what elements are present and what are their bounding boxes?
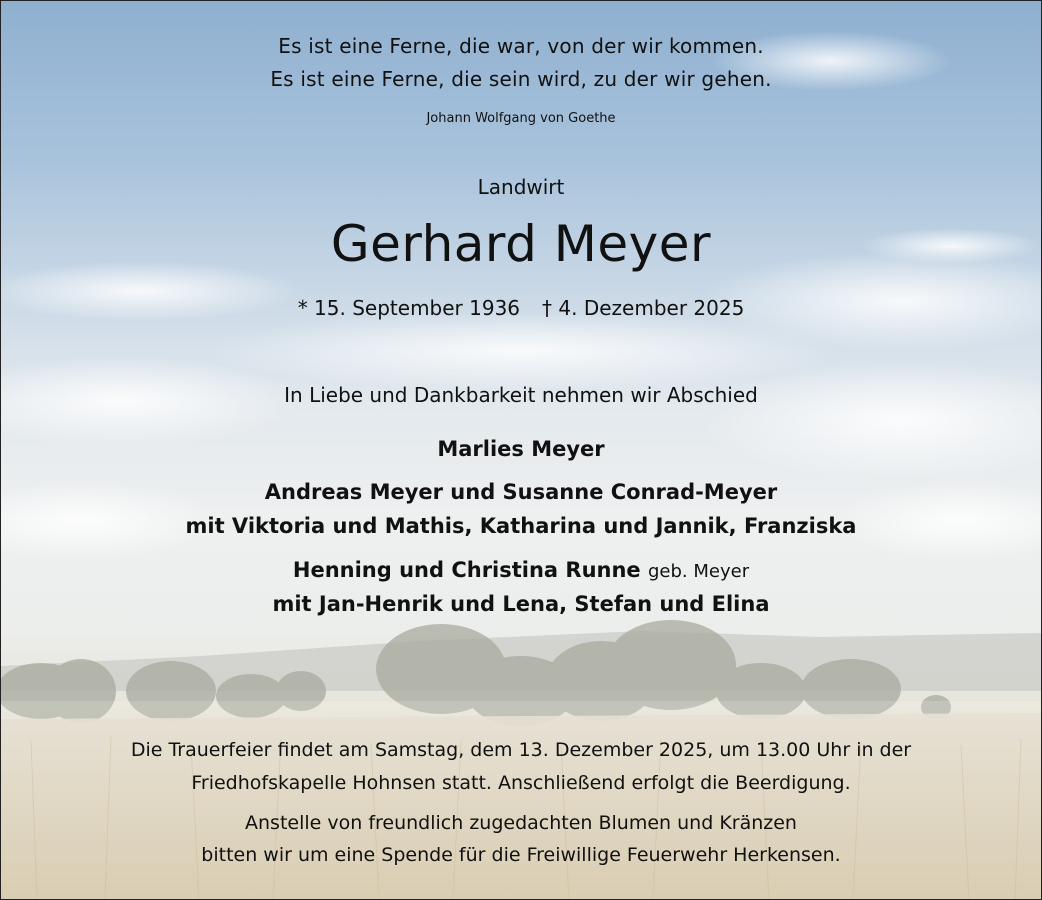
family-spouse: Marlies Meyer [437,437,605,461]
family-group-2-maiden-name: geb. Meyer [648,561,750,582]
death-date: † 4. Dezember 2025 [542,296,745,320]
farewell-text: In Liebe und Dankbarkeit nehmen wir Abschied [284,383,758,407]
family-group-2-couple: Henning und Christina Runne [292,558,641,582]
deceased-name: Gerhard Meyer [330,215,712,273]
quote-line-1: Es ist eine Ferne, die war, von der wir kommen. [278,34,764,58]
quote-author: Johann Wolfgang von Goethe [426,111,616,126]
family-group-2-children: mit Jan-Henrik und Lena, Stefan und Elina [272,592,770,616]
service-line-1: Die Trauerfeier findet am Samstag, dem 13. Dezember 2025, um 13.00 Uhr in der [130,739,912,761]
service-line-2: Friedhofskapelle Hohnsen statt. Anschließend erfolgt die Beerdigung. [191,772,851,794]
birth-date: * 15. September 1936 [297,296,521,320]
profession: Landwirt [477,175,565,199]
quote-line-2: Es ist eine Ferne, die sein wird, zu der wir gehen. [270,67,772,91]
family-group-1-children: mit Viktoria und Mathis, Katharina und Jannik, Franziska [185,514,857,538]
family-group-2-names [1,558,1041,582]
donation-line-2: bitten wir um eine Spende für die Freiwillige Feuerwehr Herkensen. [201,844,841,866]
life-dates [1,296,1041,320]
family-group-1-names: Andreas Meyer und Susanne Conrad-Meyer [264,480,778,504]
donation-line-1: Anstelle von freundlich zugedachten Blumen und Kränzen [245,812,797,834]
